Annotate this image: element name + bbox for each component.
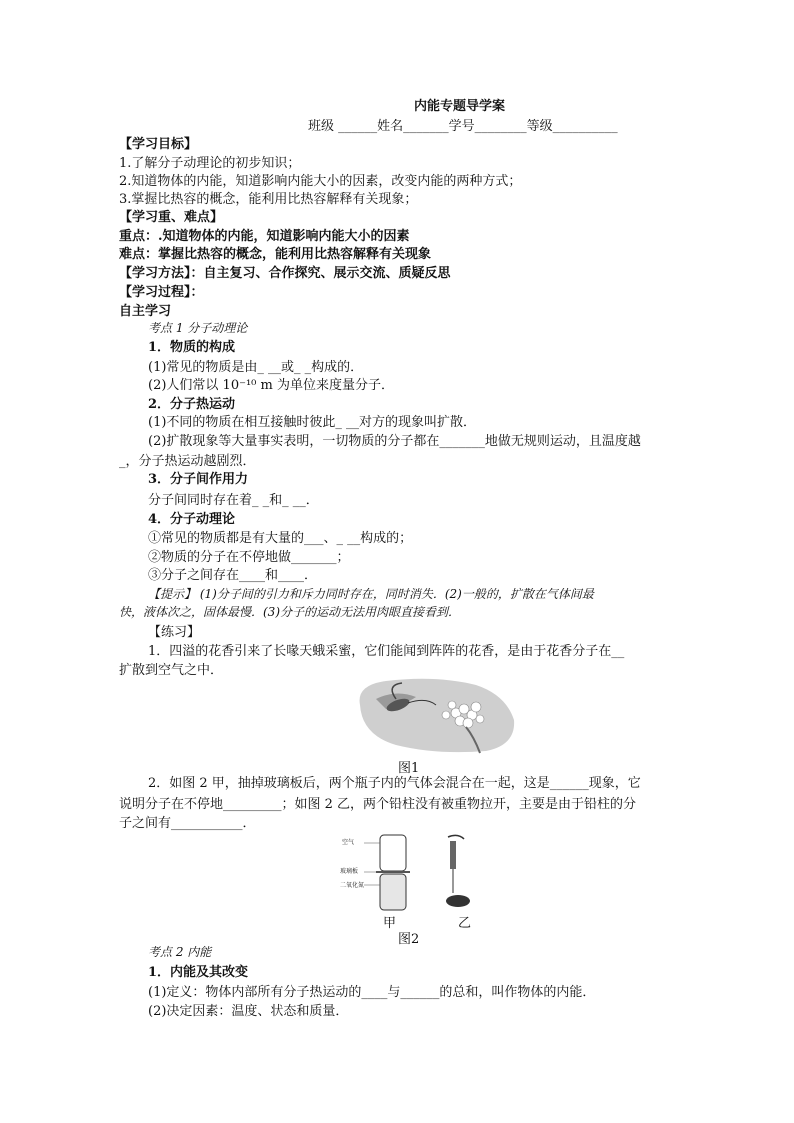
hint-line: 快，液体次之，固体最慢．(3)分子的运动无法用肉眼直接看到． <box>119 605 461 619</box>
kp1-line: ①常见的物质都是有大量的___、_ __构成的； <box>148 531 413 546</box>
kp2-line: 1．内能及其改变 <box>148 965 249 980</box>
kp2-title: 考点 2 内能 <box>148 945 212 959</box>
kp1-line: 2．分子热运动 <box>148 397 236 412</box>
figure-1-caption: 图1 <box>398 761 420 776</box>
process-heading: 【学习过程】： <box>119 285 204 300</box>
kp1-line: (1)常见的物质是由_ __或_ _构成的． <box>148 360 364 375</box>
method-heading: 【学习方法】：自主复习、合作探究、展示交流、质疑反思 <box>119 266 451 281</box>
figure-2-sublabel-a: 甲 <box>383 916 397 931</box>
question-2: 子之间有___________． <box>119 816 256 831</box>
kp1-line: _，分子热运动越剧烈． <box>119 454 256 469</box>
key-point: 重点：.知道物体的内能，知道影响内能大小的因素 <box>119 229 410 244</box>
page-title: 内能专题导学案 <box>414 99 506 114</box>
kp2-line: (1)定义：物体内部所有分子热运动的____与______的总和，叫作物体的内能． <box>148 985 596 1000</box>
label-glass-plate: 玻璃板 <box>340 868 359 875</box>
difficult-point: 难点：掌握比热容的概念，能利用比热容解释有关现象 <box>119 247 432 262</box>
figure-1-moth-flower <box>356 675 516 755</box>
kp1-line: ③分子之间存在____和____． <box>148 568 318 583</box>
kp1-line: 1．物质的构成 <box>148 340 236 355</box>
lead-cylinders-apparatus <box>446 835 470 907</box>
objective-item: 2.知道物体的内能，知道影响内能大小的因素，改变内能的两种方式； <box>119 174 522 189</box>
question-2: 说明分子在不停地_________；如图 2 乙，两个铅柱没有被重物拉开，主要是由于铅柱的分 <box>119 797 637 812</box>
kp1-line: 分子间同时存在着_ _和_ __． <box>148 493 319 508</box>
kp1-title: 考点 1 分子动理论 <box>148 321 248 335</box>
label-no2: 二氧化氮 <box>340 882 365 889</box>
key-points-heading: 【学习重、难点】 <box>119 210 224 225</box>
student-info-line: 班级 ______姓名_______学号________等级__________ <box>308 119 618 134</box>
question-1: 扩散到空气之中． <box>119 663 224 678</box>
objectives-heading: 【学习目标】 <box>119 137 198 152</box>
kp1-line: 3．分子间作用力 <box>148 472 249 487</box>
question-2: 2．如图 2 甲，抽掉玻璃板后，两个瓶子内的气体会混合在一起，这是______现象，它 <box>148 776 641 791</box>
kp2-line: (2)决定因素：温度、状态和质量． <box>148 1004 349 1019</box>
practice-heading: 【练习】 <box>148 625 201 640</box>
objective-item: 1.了解分子动理论的初步知识； <box>119 156 301 171</box>
objective-item: 3.掌握比热容的概念，能利用比热容解释有关现象； <box>119 192 418 207</box>
label-air: 空气 <box>342 839 355 846</box>
hint-line: 【提示】 (1)分子间的引力和斥力同时存在，同时消失．(2)一般的，扩散在气体间最 <box>148 587 594 601</box>
kp1-line: 4．分子动理论 <box>148 512 236 527</box>
kp1-line: (2)扩散现象等大量事实表明，一切物质的分子都在_______地做无规则运动，且温度越 <box>148 434 641 449</box>
gas-jars-apparatus <box>364 835 410 910</box>
question-1: 1．四溢的花香引来了长喙天蛾采蜜，它们能闻到阵阵的花香，是由于花香分子在__ <box>148 644 625 659</box>
kp1-line: (1)不同的物质在相互接触时彼此_ __对方的现象叫扩散． <box>148 415 477 430</box>
figure-2-diffusion-and-lead-cylinders <box>340 833 480 913</box>
self-study-heading: 自主学习 <box>119 304 172 319</box>
kp1-line: (2)人们常以 10⁻¹⁰ m 为单位来度量分子． <box>148 378 394 393</box>
figure-2-sublabel-b: 乙 <box>458 916 472 931</box>
kp1-line: ②物质的分子在不停地做_______； <box>148 550 350 565</box>
figure-2-caption: 图2 <box>398 932 420 947</box>
